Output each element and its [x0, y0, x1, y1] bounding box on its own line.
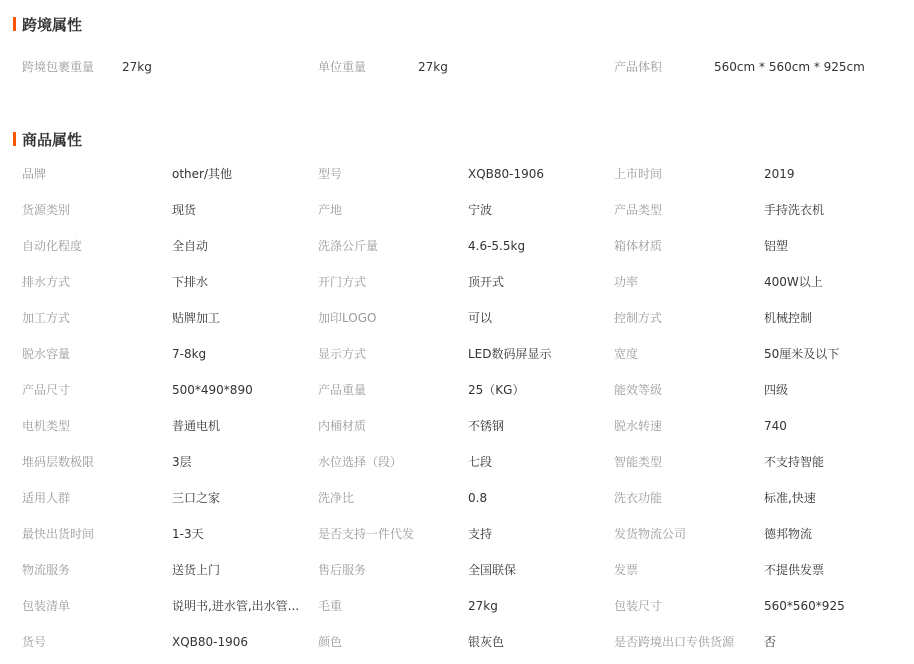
attr-label: 上市时间: [614, 167, 663, 181]
attr-value: 0.8: [468, 491, 488, 505]
attr-label: 显示方式: [318, 347, 367, 361]
attr-value: 50厘米及以下: [764, 347, 840, 361]
attr-label: 发票: [614, 563, 639, 577]
attr-value: 手持洗衣机: [764, 203, 825, 217]
attr-row: [0, 381, 914, 399]
attr-value: 德邦物流: [764, 527, 813, 541]
attr-label: 堆码层数极限: [22, 455, 95, 469]
attr-label: 单位重量: [318, 60, 367, 74]
attr-label: 物流服务: [22, 563, 71, 577]
attr-row: [0, 345, 914, 363]
attr-label: 内桶材质: [318, 419, 367, 433]
attr-value: 普通电机: [172, 419, 221, 433]
attr-value: 否: [764, 635, 777, 649]
attr-label: 能效等级: [614, 383, 663, 397]
attr-value: 机械控制: [764, 311, 813, 325]
attr-label: 加工方式: [22, 311, 71, 325]
attr-label: 智能类型: [614, 455, 663, 469]
attr-row: [0, 525, 914, 543]
attr-value: 27kg: [418, 60, 448, 74]
section-cross-border: [13, 15, 82, 33]
attr-row: [0, 597, 914, 615]
attr-label: 发货物流公司: [614, 527, 687, 541]
attr-label: 是否跨境出口专供货源: [614, 635, 735, 649]
attr-value: 500*490*890: [172, 383, 253, 397]
attr-label: 包装尺寸: [614, 599, 663, 613]
attr-value: 不支持智能: [764, 455, 825, 469]
attr-label: 货源类别: [22, 203, 71, 217]
attr-label: 加印LOGO: [318, 311, 377, 325]
attr-label: 产品重量: [318, 383, 367, 397]
attr-value: 不提供发票: [764, 563, 825, 577]
attr-value: 740: [764, 419, 787, 433]
attr-label: 型号: [318, 167, 343, 181]
section-title: 商品属性: [22, 130, 83, 149]
attr-label: 脱水转速: [614, 419, 663, 433]
attr-value: 27kg: [122, 60, 152, 74]
attr-value: 1-3天: [172, 527, 204, 541]
attr-row: [0, 633, 914, 651]
cross-border-row: [0, 58, 914, 76]
attr-label: 货号: [22, 635, 47, 649]
attr-value: 2019: [764, 167, 795, 181]
attr-value: 宁波: [468, 203, 493, 217]
attr-value: 下排水: [172, 275, 209, 289]
attr-value: 说明书,进水管,出水管...: [172, 599, 300, 613]
attr-value: 25（KG）: [468, 383, 525, 397]
attr-label: 洗衣功能: [614, 491, 663, 505]
attr-row: [0, 165, 914, 183]
attr-value: 贴牌加工: [172, 311, 221, 325]
attr-label: 跨境包裹重量: [22, 60, 95, 74]
section-marker: [13, 132, 16, 146]
attr-row: [0, 417, 914, 435]
attr-row: [0, 453, 914, 471]
attr-value: 四级: [764, 383, 789, 397]
attr-value: 27kg: [468, 599, 498, 613]
attr-label: 宽度: [614, 347, 639, 361]
attr-label: 产地: [318, 203, 343, 217]
attr-label: 产品尺寸: [22, 383, 71, 397]
attr-value: 不锈钢: [468, 419, 505, 433]
attr-value: 560cm * 560cm * 925cm: [714, 60, 865, 74]
attr-value: 现货: [172, 203, 197, 217]
attr-label: 品牌: [22, 167, 47, 181]
attr-value: 560*560*925: [764, 599, 845, 613]
attr-label: 脱水容量: [22, 347, 71, 361]
attr-label: 颜色: [318, 635, 343, 649]
attr-label: 产品体积: [614, 60, 663, 74]
attr-row: [0, 273, 914, 291]
section-marker: [13, 17, 16, 31]
attr-label: 箱体材质: [614, 239, 663, 253]
attr-label: 排水方式: [22, 275, 71, 289]
attr-label: 洗涤公斤量: [318, 239, 379, 253]
section-title: 跨境属性: [22, 15, 83, 34]
attr-value: other/其他: [172, 167, 233, 181]
attr-label: 洗净比: [318, 491, 355, 505]
attr-value: 全自动: [172, 239, 209, 253]
attr-label: 是否支持一件代发: [318, 527, 415, 541]
attr-value: XQB80-1906: [468, 167, 545, 181]
attr-row: [0, 561, 914, 579]
attr-label: 毛重: [318, 599, 343, 613]
attr-row: [0, 489, 914, 507]
attr-value: 3层: [172, 455, 192, 469]
attr-label: 售后服务: [318, 563, 367, 577]
attr-label: 电机类型: [22, 419, 71, 433]
attr-value: 标准,快速: [764, 491, 816, 505]
attr-row: [0, 309, 914, 327]
attr-value: 全国联保: [468, 563, 517, 577]
attr-label: 开门方式: [318, 275, 367, 289]
attr-value: 七段: [468, 455, 493, 469]
attr-label: 控制方式: [614, 311, 663, 325]
attr-label: 适用人群: [22, 491, 71, 505]
attr-value: 送货上门: [172, 563, 221, 577]
attr-value: 顶开式: [468, 275, 505, 289]
attr-value: 400W以上: [764, 275, 823, 289]
attr-label: 包装清单: [22, 599, 71, 613]
attr-row: [0, 201, 914, 219]
section-product: [13, 130, 82, 148]
attr-label: 自动化程度: [22, 239, 83, 253]
attr-value: 银灰色: [468, 635, 505, 649]
attr-value: LED数码屏显示: [468, 347, 552, 361]
attr-value: 支持: [468, 527, 493, 541]
attr-row: [0, 237, 914, 255]
attr-value: 4.6-5.5kg: [468, 239, 526, 253]
attr-value: 铝塑: [764, 239, 789, 253]
attr-value: XQB80-1906: [172, 635, 249, 649]
attr-label: 功率: [614, 275, 639, 289]
attr-value: 可以: [468, 311, 493, 325]
attr-label: 水位选择（段）: [318, 455, 403, 469]
attr-value: 7-8kg: [172, 347, 207, 361]
attr-value: 三口之家: [172, 491, 221, 505]
attr-label: 产品类型: [614, 203, 663, 217]
attr-label: 最快出货时间: [22, 527, 95, 541]
